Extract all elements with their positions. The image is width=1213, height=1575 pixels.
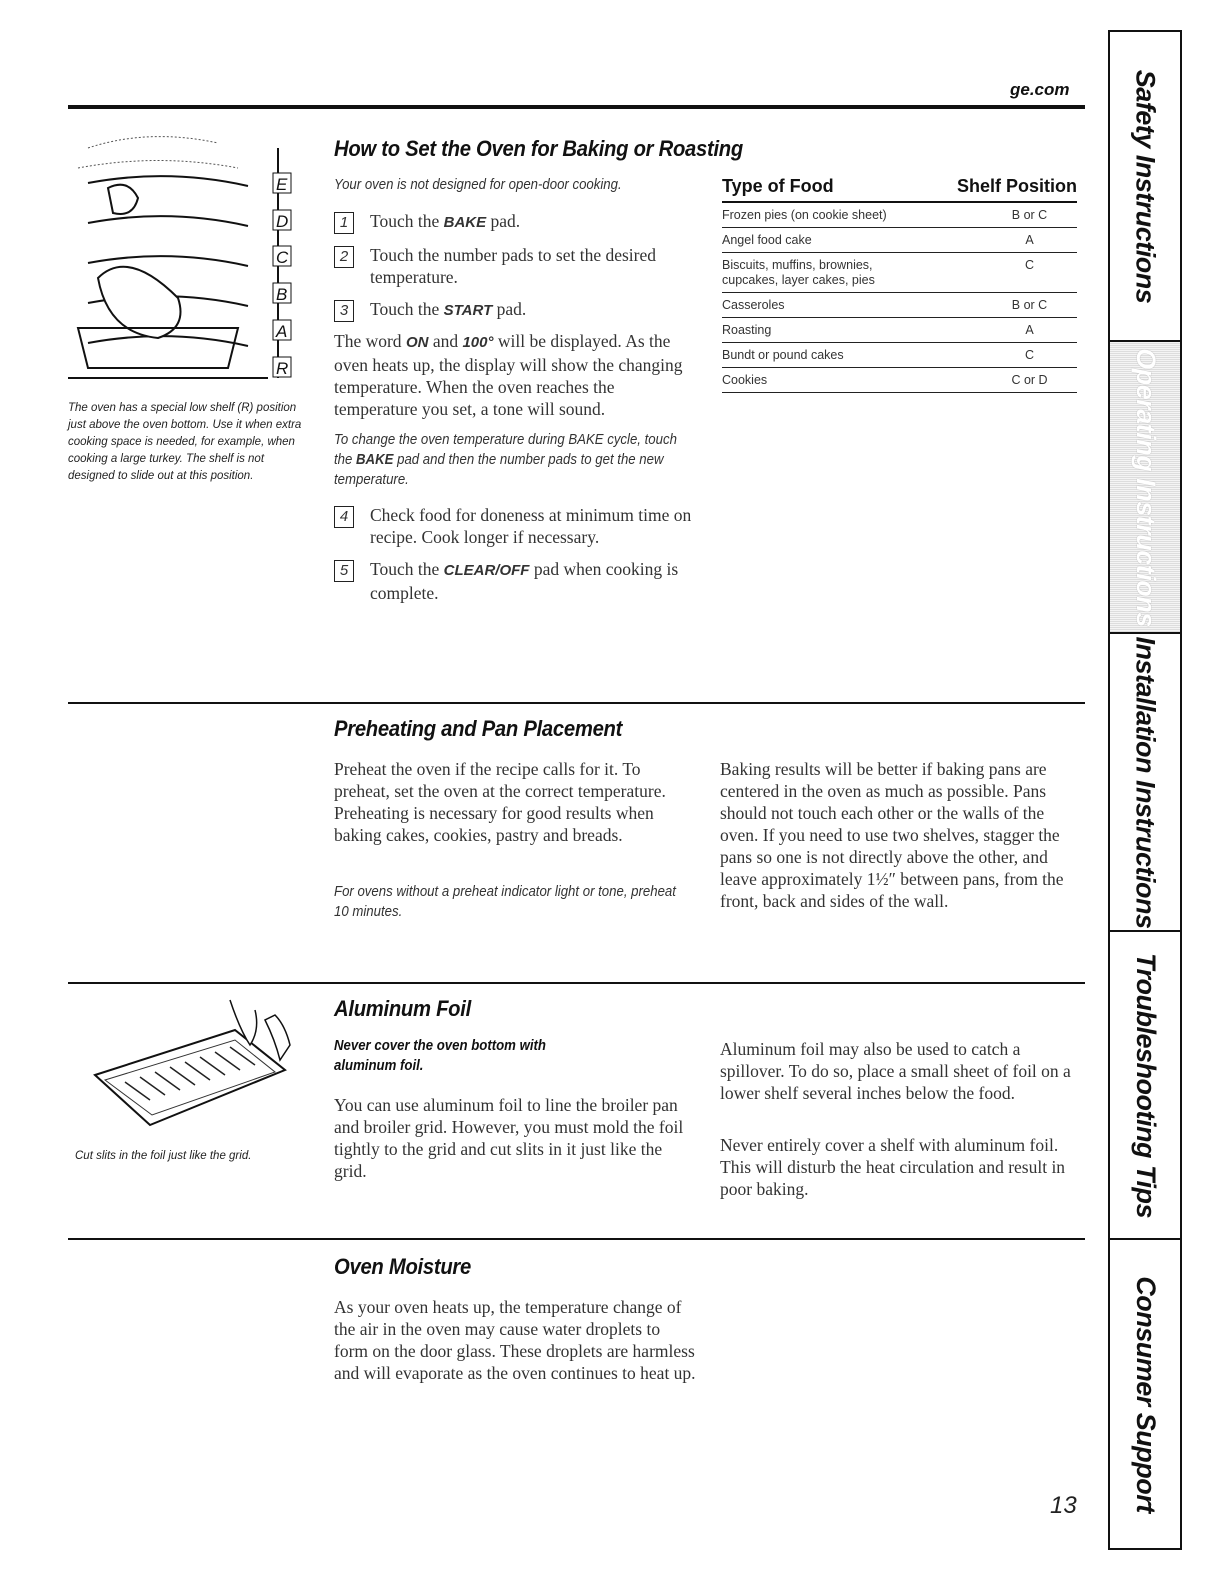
- tab-installation-instructions[interactable]: Installation Instructions: [1130, 635, 1161, 929]
- table-header-shelf: Shelf Position: [922, 176, 1077, 202]
- shelf-label-d: D: [276, 212, 289, 231]
- table-row: Cookies C or D: [722, 368, 1077, 393]
- table-row: Biscuits, muffins, brownies, cupcakes, layer cakes, pies C: [722, 253, 1077, 293]
- shelf-label-e: E: [276, 175, 288, 194]
- shelf-position-table: [722, 176, 1077, 393]
- side-tab-bar: [1108, 30, 1182, 1550]
- step-2: 2 Touch the number pads to set the desired temperature.: [334, 244, 694, 288]
- foil-right-text-1: Aluminum foil may also be used to catch a spillover. To do so, place a small sheet of foil on a lower shelf several inches below the food.: [720, 1039, 1071, 1103]
- page-number: 13: [1050, 1492, 1077, 1519]
- preheat-note: For ovens without a preheat indicator light or tone, preheat 10 minutes.: [334, 883, 676, 920]
- preheat-title: Preheating and Pan Placement: [334, 716, 623, 741]
- change-temp-note: To change the oven temperature during BAKE cycle, touch the BAKE pad and then the number pads to get the new temperature.: [334, 431, 677, 488]
- oven-shelf-illustration: [68, 128, 308, 398]
- baking-steps: [334, 210, 694, 614]
- display-paragraph: The word ON and 100° will be displayed. As the oven heats up, the display will show the changing temperature. When the oven reaches the temperature you set, a tone will sound.: [334, 331, 683, 419]
- shelf-label-r: R: [276, 359, 289, 378]
- shelf-label-b: B: [276, 285, 288, 304]
- shelf-label-c: C: [276, 248, 289, 267]
- tab-consumer-support[interactable]: Consumer Support: [1130, 1275, 1161, 1513]
- tab-operating-instructions[interactable]: Operating Instructions: [1110, 342, 1180, 632]
- foil-image-caption: Cut slits in the foil just like the grid.: [75, 1150, 252, 1162]
- section-rule: [68, 702, 1085, 704]
- foil-warning: Never cover the oven bottom with aluminum foil.: [334, 1037, 546, 1074]
- step-4: 4 Check food for doneness at minimum time on recipe. Cook longer if necessary.: [334, 504, 694, 548]
- step-5: 5 Touch the CLEAR/OFF pad when cooking is complete.: [334, 558, 694, 604]
- table-row: Roasting A: [722, 318, 1077, 343]
- foil-title: Aluminum Foil: [334, 996, 471, 1021]
- tab-safety-instructions[interactable]: Safety Instructions: [1130, 69, 1161, 303]
- section-rule: [68, 982, 1085, 984]
- section-rule: [68, 1238, 1085, 1240]
- table-row: Frozen pies (on cookie sheet) B or C: [722, 202, 1077, 228]
- shelf-label-a: A: [276, 322, 288, 341]
- moisture-title: Oven Moisture: [334, 1254, 472, 1279]
- tab-troubleshooting-tips[interactable]: Troubleshooting Tips: [1130, 952, 1161, 1218]
- table-row: Angel food cake A: [722, 228, 1077, 253]
- oven-image-caption: The oven has a special low shelf (R) position just above the oven bottom. Use it when extra cooking space is needed, for example, when cooking a large turkey. The shelf is not designed to slide out at this position.: [68, 402, 302, 482]
- step-1: 1 Touch the BAKE pad.: [334, 210, 694, 234]
- broiler-pan-foil-illustration: [80, 990, 300, 1140]
- table-row: Bundt or pound cakes C: [722, 343, 1077, 368]
- moisture-text: As your oven heats up, the temperature change of the air in the oven may cause water droplets to form on the door glass. These droplets are harmless and will evaporate as the oven continues to heat up.: [334, 1297, 696, 1383]
- preheat-right-text: Baking results will be better if baking pans are centered in the oven as much as possible. Pans should not touch each other or the walls of the oven. If you need to use two shelves, stagger the pans so one is not directly above the other, and leave approximately 1½″ between pans, from the front, back and sides of the wall.: [720, 759, 1064, 911]
- site-name: ge.com: [1010, 80, 1070, 99]
- baking-title: How to Set the Oven for Baking or Roasting: [334, 136, 743, 161]
- preheat-left-text: Preheat the oven if the recipe calls for it. To preheat, set the oven at the correct temperature. Preheating is necessary for good results when baking cakes, cookies, pastry and breads.: [334, 759, 666, 845]
- header-rule: [68, 105, 1085, 109]
- foil-left-text: You can use aluminum foil to line the broiler pan and broiler grid. However, you must mold the foil tightly to the grid and cut slits in it just like the grid.: [334, 1095, 684, 1181]
- foil-right-text-2: Never entirely cover a shelf with aluminum foil. This will disturb the heat circulation and result in poor baking.: [720, 1135, 1066, 1199]
- table-row: Casseroles B or C: [722, 293, 1077, 318]
- baking-intro: Your oven is not designed for open-door cooking.: [334, 176, 622, 193]
- step-3: 3 Touch the START pad.: [334, 298, 694, 322]
- table-header-food: Type of Food: [722, 176, 922, 202]
